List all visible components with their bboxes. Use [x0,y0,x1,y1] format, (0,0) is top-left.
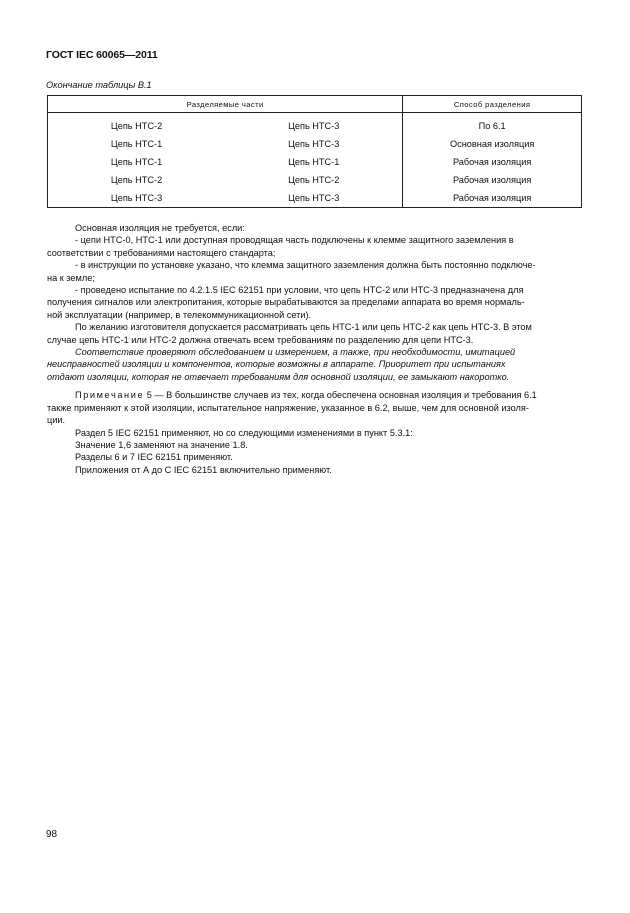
paragraph: Приложения от А до С IEC 62151 включительно применяют. [75,464,332,475]
table-row [48,189,582,208]
compliance-line: Соответствие проверяют обследованием и измерением, а также, при необходимости, имитацией [75,347,516,358]
cell-method: Основная изоляция [403,135,582,153]
cell-part-b: Цепь НТС-3 [225,135,403,153]
paragraph-line: - проведено испытание по 4.2.1.5 IEC 62151 при условии, что цепь НТС-2 или НТС-3 предназначена для [75,285,524,296]
note-line: также применяют к этой изоляции, испытательное напряжение, указанное в 6.2, выше, чем для основной изоля- [47,402,529,413]
document-header: ГОСТ IEC 60065—2011 [46,49,158,61]
table-row [48,117,582,135]
cell-part-a: Цепь НТС-1 [48,153,226,171]
cell-part-a: Цепь НТС-1 [48,135,226,153]
cell-part-b: Цепь НТС-3 [225,189,403,208]
paragraph-line: на к земле; [47,272,95,283]
table-row [48,153,582,171]
compliance-line: отдают изоляции, которая не отвечает требованиям для основной изоляции, ее замыкают накоротко. [47,371,510,382]
cell-method: Рабочая изоляция [403,189,582,208]
cell-part-b: Цепь НТС-2 [225,171,403,189]
paragraph-line: соответствии с требованиями настоящего стандарта; [47,247,276,258]
cell-method: Рабочая изоляция [403,153,582,171]
table-row [48,171,582,189]
paragraph: Значение 1,6 заменяют на значение 1.8. [75,439,248,450]
paragraph: Основная изоляция не требуется, если: [75,223,245,233]
cell-part-b: Цепь НТС-3 [225,117,403,135]
paragraph-line: - в инструкции по установке указано, что клемма защитного заземления должна быть постоянно подключе- [75,260,536,271]
paragraph-line: По желанию изготовителя допускается рассматривать цепь НТС-1 или цепь НТС-2 как цепь НТС-3. В этом [75,322,532,333]
table-row [48,135,582,153]
cell-part-b: Цепь НТС-1 [225,153,403,171]
paragraph-line: случае цепь НТС-1 или НТС-2 должна отвечать всем требованиям по разделению для цепи НТС-3. [47,334,474,345]
cell-method: По 6.1 [403,117,582,135]
note-label: Примечание [75,390,145,401]
table-caption: Окончание таблицы В.1 [46,80,152,90]
separation-table [47,95,582,208]
note-line: ции. [47,415,66,426]
cell-part-a: Цепь НТС-2 [48,117,226,135]
paragraph-line: получения сигналов или электропитания, которые вырабатываются за пределами аппарата во время нормаль- [47,297,525,308]
compliance-line: неисправностей изоляции и компонентов, которые возможны в аппарате. Приоритет при испытаниях [47,359,506,370]
table-header-row [48,96,582,113]
note-text: 5 — В большинстве случаев из тех, когда обеспечена основная изоляция и требования 6.1 [144,390,537,401]
header-separation-method: Способ разделения [403,96,582,113]
note-line [47,389,584,401]
page-number: 98 [46,829,58,840]
cell-part-a: Цепь НТС-3 [48,189,226,208]
body-text [47,222,584,476]
paragraph: Разделы 6 и 7 IEC 62151 применяют. [75,452,233,463]
paragraph: Раздел 5 IEC 62151 применяют, но со следующими изменениями в пункт 5.3.1: [75,427,413,438]
header-separated-parts: Разделяемые части [48,96,403,113]
cell-method: Рабочая изоляция [403,171,582,189]
cell-part-a: Цепь НТС-2 [48,171,226,189]
paragraph-line: - цепи НТС-0, НТС-1 или доступная проводящая часть подключены к клемме защитного заземления в [75,235,514,246]
paragraph-line: ной эксплуатации (например, в телекоммуникационной сети). [47,309,312,320]
